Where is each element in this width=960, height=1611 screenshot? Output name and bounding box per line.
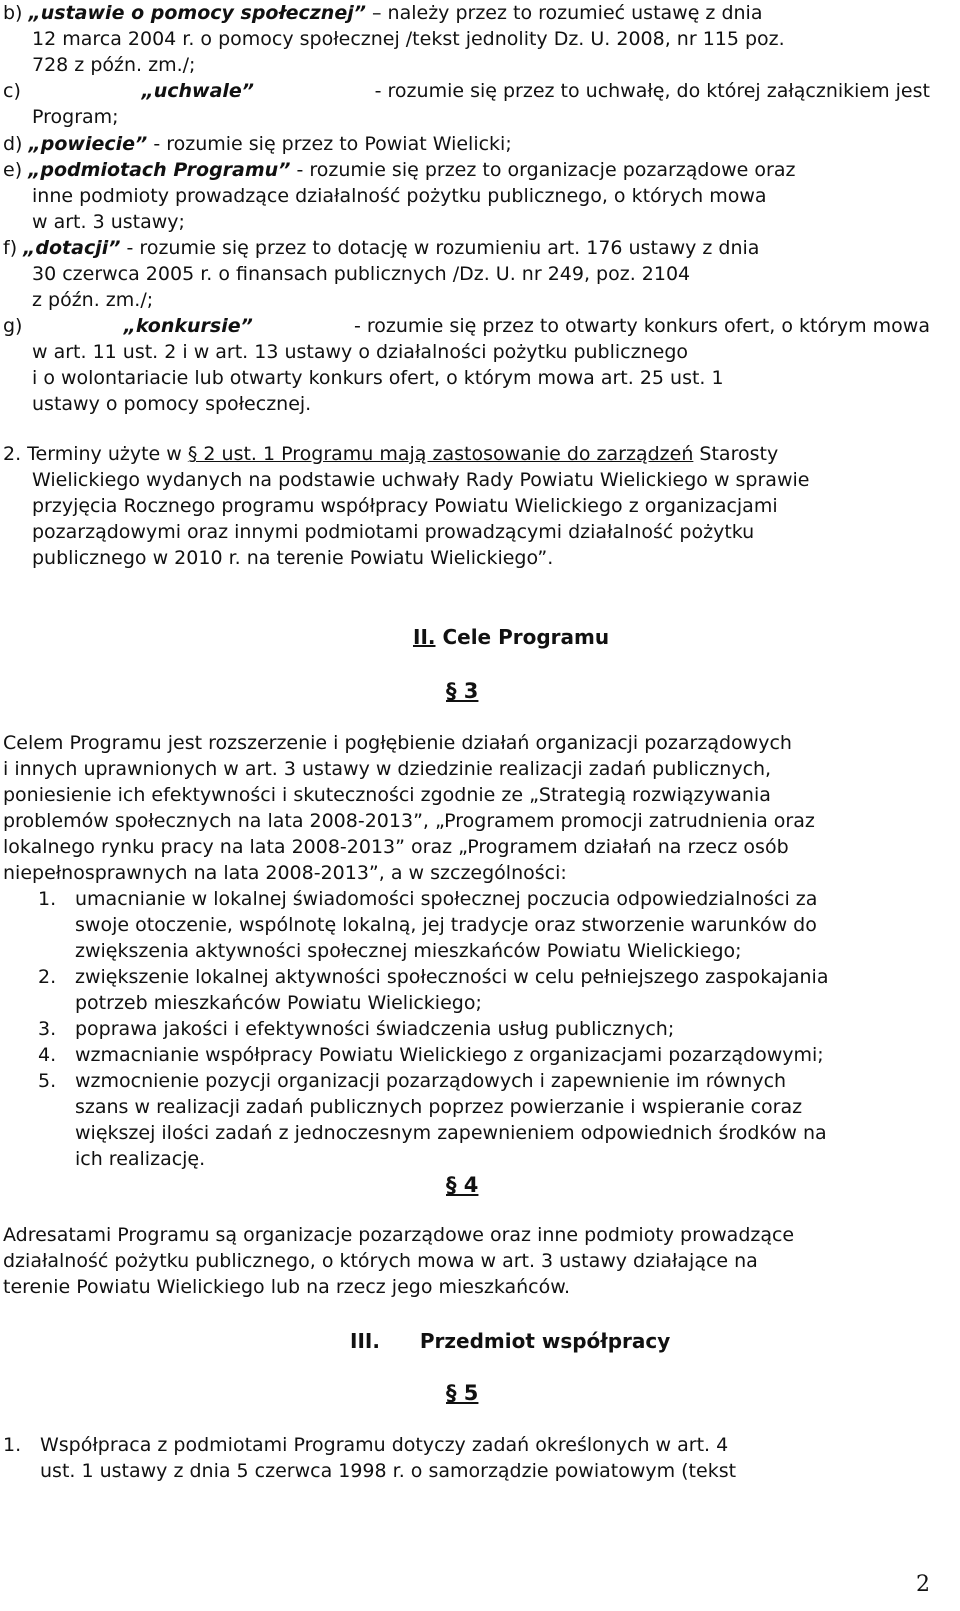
definition-c: [3, 78, 930, 104]
list-item-number: 3.: [38, 1018, 57, 1040]
list-item-number: 1.: [38, 888, 57, 910]
definition-text: - rozumie się przez to uchwałę, do której załącznikiem jest: [374, 80, 930, 102]
point2-line5: publicznego w 2010 r. na terenie Powiatu Wielickiego”.: [32, 547, 554, 569]
definition-g-line4: ustawy o pomocy społecznej.: [32, 393, 312, 415]
section-number: II.: [413, 625, 436, 649]
definition-f: [3, 235, 759, 261]
goal-item5-line3: większej ilości zadań z jednoczesnym zapewnieniem odpowiednich środków na: [75, 1122, 827, 1144]
goal-item5-line4: ich realizację.: [75, 1148, 206, 1170]
point2-text: 2. Terminy użyte w: [3, 443, 182, 465]
addressees-line1: Adresatami Programu są organizacje pozarządowe oraz inne podmioty prowadzące: [3, 1224, 795, 1246]
definition-text: - rozumie się przez to dotację w rozumieniu art. 176 ustawy z dnia: [126, 237, 760, 259]
definition-text: - rozumie się przez to organizacje pozarządowe oraz: [296, 159, 796, 181]
page-number: 2: [916, 1572, 930, 1597]
addressees-line2: działalność pożytku publicznego, o których mowa w art. 3 ustawy działające na: [3, 1250, 758, 1272]
list-marker: g): [3, 315, 23, 337]
goal-item1-line1: umacnianie w lokalnej świadomości społecznej poczucia odpowiedzialności za: [75, 888, 818, 910]
definition-text: - rozumie się przez to Powiat Wielicki;: [153, 133, 512, 155]
goal-item4-line1: wzmacnianie współpracy Powiatu Wielickiego z organizacjami pozarządowymi;: [75, 1044, 824, 1066]
list-marker: e): [3, 159, 23, 181]
goal-item1-line3: zwiększenia aktywności społecznej mieszkańców Powiatu Wielickiego;: [75, 940, 742, 962]
paragraph-sign-3: § 3: [446, 679, 479, 703]
goal-item1-line2: swoje otoczenie, wspólnotę lokalną, jej tradycje oraz stworzenie warunków do: [75, 914, 817, 936]
definition-d: [3, 131, 512, 157]
point2-line1: [3, 441, 778, 467]
definition-b: [3, 0, 762, 26]
point2-text: Starosty: [699, 443, 779, 465]
goal-item2-line1: zwiększenie lokalnej aktywności społeczności w celu pełniejszego zaspokajania: [75, 966, 829, 988]
definition-g-line2: w art. 11 ust. 2 i w art. 13 ustawy o działalności pożytku publicznego: [32, 341, 689, 363]
definition-e-line2: inne podmioty prowadzące działalność pożytku publicznego, o których mowa: [32, 185, 767, 207]
defined-term: „konkursie”: [123, 315, 253, 337]
section-title: Przedmiot współpracy: [419, 1329, 671, 1353]
list-item-number: 2.: [38, 966, 57, 988]
goal-item5-line2: szans w realizacji zadań publicznych poprzez powierzanie i wspieranie coraz: [75, 1096, 803, 1118]
defined-term: „podmiotach Programu”: [28, 159, 291, 181]
point2-line3: przyjęcia Rocznego programu współpracy Powiatu Wielickiego z organizacjami: [32, 495, 778, 517]
definition-g: [3, 313, 930, 339]
cooperation-item1-line2: ust. 1 ustawy z dnia 5 czerwca 1998 r. o samorządzie powiatowym (tekst: [40, 1460, 737, 1482]
defined-term: „dotacji”: [23, 237, 121, 259]
definition-e-line3: w art. 3 ustawy;: [32, 211, 185, 233]
list-marker: f): [3, 237, 18, 259]
goal-item3-line1: poprawa jakości i efektywności świadczenia usług publicznych;: [75, 1018, 675, 1040]
paragraph-sign-4: § 4: [446, 1173, 479, 1197]
definition-g-line3: i o wolontariacie lub otwarty konkurs ofert, o którym mowa art. 25 ust. 1: [32, 367, 724, 389]
definition-text: – należy przez to rozumieć ustawę z dnia: [372, 2, 763, 24]
defined-term: „uchwale”: [141, 80, 255, 102]
defined-term: „powiecie”: [28, 133, 148, 155]
cooperation-item1-line1: Współpraca z podmiotami Programu dotyczy zadań określonych w art. 4: [40, 1434, 729, 1456]
point2-reference-link[interactable]: § 2 ust. 1 Programu mają zastosowanie do zarządzeń: [187, 443, 694, 465]
definition-c-line2: Program;: [32, 106, 119, 128]
list-marker: d): [3, 133, 23, 155]
section2-intro-line6: niepełnosprawnych na lata 2008-2013”, a w szczególności:: [3, 862, 567, 884]
list-marker: b): [3, 2, 23, 24]
definition-f-line2: 30 czerwca 2005 r. o finansach publicznych /Dz. U. nr 249, poz. 2104: [32, 263, 691, 285]
goal-item2-line2: potrzeb mieszkańców Powiatu Wielickiego;: [75, 992, 482, 1014]
list-marker: c): [3, 80, 21, 102]
goal-item5-line1: wzmocnienie pozycji organizacji pozarządowych i zapewnienie im równych: [75, 1070, 787, 1092]
point2-line2: Wielickiego wydanych na podstawie uchwały Rady Powiatu Wielickiego w sprawie: [32, 469, 810, 491]
section-heading-iii: [350, 1328, 670, 1354]
section2-intro-line3: poniesienie ich efektywności i skuteczności zgodnie ze „Strategią rozwiązywania: [3, 784, 771, 806]
list-item-number: 1.: [3, 1434, 22, 1456]
definition-b-line2: 12 marca 2004 r. o pomocy społecznej /tekst jednolity Dz. U. 2008, nr 115 poz.: [32, 28, 785, 50]
addressees-line3: terenie Powiatu Wielickiego lub na rzecz jego mieszkańców.: [3, 1276, 571, 1298]
section2-intro-line4: problemów społecznych na lata 2008-2013”, „Programem promocji zatrudnienia oraz: [3, 810, 815, 832]
section2-intro-line1: Celem Programu jest rozszerzenie i pogłębienie działań organizacji pozarządowych: [3, 732, 792, 754]
definition-b-line3: 728 z późn. zm./;: [32, 54, 196, 76]
definition-f-line3: z późn. zm./;: [32, 289, 154, 311]
list-item-number: 4.: [38, 1044, 57, 1066]
definition-e: [3, 157, 795, 183]
section-heading-ii: [413, 624, 609, 650]
list-item-number: 5.: [38, 1070, 57, 1092]
section2-intro-line5: lokalnego rynku pracy na lata 2008-2013” oraz „Programem działań na rzecz osób: [3, 836, 789, 858]
paragraph-sign-5: § 5: [446, 1381, 479, 1405]
point2-line4: pozarządowymi oraz innymi podmiotami prowadzącymi działalność pożytku: [32, 521, 755, 543]
section2-intro-line2: i innych uprawnionych w art. 3 ustawy w dziedzinie realizacji zadań publicznych,: [3, 758, 772, 780]
section-number: III.: [350, 1329, 380, 1353]
section-title: Cele Programu: [442, 625, 610, 649]
definition-text: - rozumie się przez to otwarty konkurs ofert, o którym mowa: [353, 315, 930, 337]
defined-term: „ustawie o pomocy społecznej”: [28, 2, 366, 24]
